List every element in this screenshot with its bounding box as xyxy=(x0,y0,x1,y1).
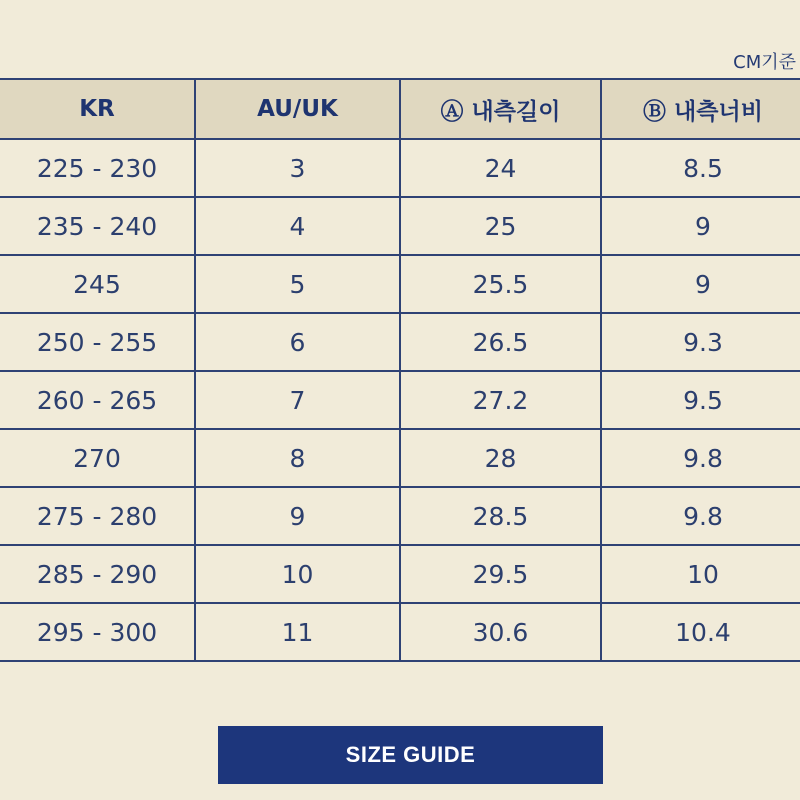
table-row xyxy=(0,545,800,603)
cell-inner-width: 9.8 xyxy=(601,429,800,487)
cell-inner-width: 9 xyxy=(601,197,800,255)
cell-au-uk: 9 xyxy=(195,487,400,545)
cell-inner-length: 27.2 xyxy=(400,371,601,429)
table-row xyxy=(0,429,800,487)
cell-inner-length: 26.5 xyxy=(400,313,601,371)
size-table xyxy=(0,78,800,662)
cell-au-uk: 11 xyxy=(195,603,400,661)
table-header-row xyxy=(0,79,800,139)
header-au-uk: AU/UK xyxy=(195,79,400,139)
cell-au-uk: 10 xyxy=(195,545,400,603)
table-row xyxy=(0,197,800,255)
cell-au-uk: 4 xyxy=(195,197,400,255)
cell-kr: 250 - 255 xyxy=(0,313,195,371)
table-row xyxy=(0,139,800,197)
cell-au-uk: 3 xyxy=(195,139,400,197)
cell-inner-length: 25.5 xyxy=(400,255,601,313)
cell-inner-width: 8.5 xyxy=(601,139,800,197)
cell-au-uk: 6 xyxy=(195,313,400,371)
cell-inner-width: 9.3 xyxy=(601,313,800,371)
table-row xyxy=(0,487,800,545)
cell-kr: 245 xyxy=(0,255,195,313)
cell-kr: 235 - 240 xyxy=(0,197,195,255)
cell-kr: 275 - 280 xyxy=(0,487,195,545)
cell-au-uk: 7 xyxy=(195,371,400,429)
unit-label: CM기준 xyxy=(733,52,796,73)
cell-inner-width: 9.8 xyxy=(601,487,800,545)
cell-kr: 260 - 265 xyxy=(0,371,195,429)
cell-inner-length: 24 xyxy=(400,139,601,197)
cell-inner-width: 10 xyxy=(601,545,800,603)
cell-inner-length: 29.5 xyxy=(400,545,601,603)
cell-kr: 225 - 230 xyxy=(0,139,195,197)
cell-inner-length: 30.6 xyxy=(400,603,601,661)
table-row xyxy=(0,603,800,661)
cell-kr: 295 - 300 xyxy=(0,603,195,661)
cell-kr: 270 xyxy=(0,429,195,487)
table-row xyxy=(0,371,800,429)
header-inner-length: Ⓐ 내측길이 xyxy=(400,79,601,139)
table-row xyxy=(0,313,800,371)
cell-inner-length: 28 xyxy=(400,429,601,487)
size-guide-button[interactable]: SIZE GUIDE xyxy=(218,726,603,784)
cell-au-uk: 8 xyxy=(195,429,400,487)
cell-kr: 285 - 290 xyxy=(0,545,195,603)
cell-au-uk: 5 xyxy=(195,255,400,313)
cell-inner-width: 10.4 xyxy=(601,603,800,661)
cell-inner-length: 25 xyxy=(400,197,601,255)
cell-inner-width: 9.5 xyxy=(601,371,800,429)
cell-inner-width: 9 xyxy=(601,255,800,313)
header-inner-width: Ⓑ 내측너비 xyxy=(601,79,800,139)
table-row xyxy=(0,255,800,313)
header-kr: KR xyxy=(0,79,195,139)
cell-inner-length: 28.5 xyxy=(400,487,601,545)
